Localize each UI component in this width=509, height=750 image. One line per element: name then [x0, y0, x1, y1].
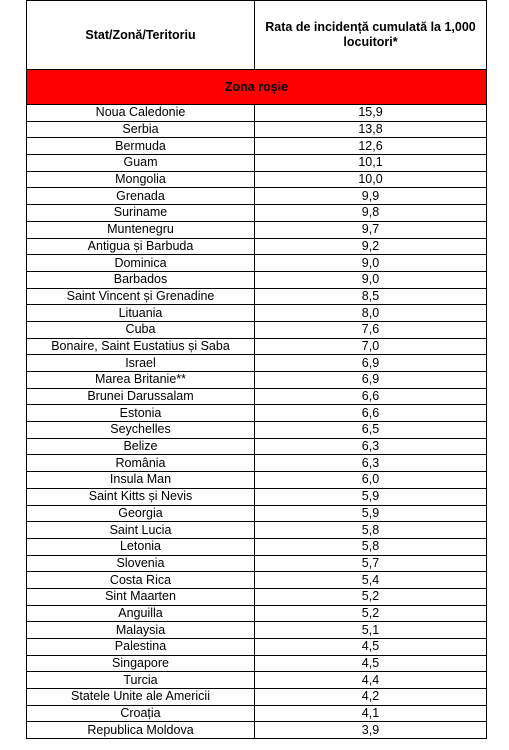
incidence-rate: 9,2	[255, 238, 487, 255]
country-name: Croația	[27, 705, 255, 722]
country-name: Barbados	[27, 271, 255, 288]
country-name: Seychelles	[27, 422, 255, 439]
incidence-rate: 6,3	[255, 455, 487, 472]
incidence-rate: 10,0	[255, 171, 487, 188]
country-name: Grenada	[27, 188, 255, 205]
country-name: Estonia	[27, 405, 255, 422]
country-name: Saint Kitts și Nevis	[27, 488, 255, 505]
table-row	[27, 171, 487, 188]
incidence-rate: 5,8	[255, 538, 487, 555]
table-row	[27, 572, 487, 589]
table-row	[27, 405, 487, 422]
country-name: Saint Lucia	[27, 522, 255, 539]
table-row	[27, 221, 487, 238]
table-row	[27, 505, 487, 522]
table-row	[27, 271, 487, 288]
table-row	[27, 655, 487, 672]
table-row	[27, 372, 487, 389]
incidence-rate: 4,1	[255, 705, 487, 722]
country-name: Georgia	[27, 505, 255, 522]
table-row	[27, 472, 487, 489]
incidence-rate: 15,9	[255, 105, 487, 122]
table-row	[27, 672, 487, 689]
country-name: Costa Rica	[27, 572, 255, 589]
incidence-rate: 5,2	[255, 605, 487, 622]
country-name: Sint Maarten	[27, 588, 255, 605]
incidence-rate: 6,3	[255, 438, 487, 455]
incidence-rate: 5,1	[255, 622, 487, 639]
header-incidence-rate: Rata de incidență cumulată la 1,000 locuitori*	[255, 1, 487, 70]
incidence-rate: 6,9	[255, 372, 487, 389]
table-row	[27, 455, 487, 472]
country-name: Saint Vincent și Grenadine	[27, 288, 255, 305]
incidence-rate: 6,9	[255, 355, 487, 372]
table-row	[27, 155, 487, 172]
country-name: Malaysia	[27, 622, 255, 639]
incidence-rate: 6,6	[255, 405, 487, 422]
table-row	[27, 255, 487, 272]
table-row	[27, 388, 487, 405]
country-name: Bermuda	[27, 138, 255, 155]
incidence-rate: 4,2	[255, 689, 487, 706]
country-name: Belize	[27, 438, 255, 455]
country-name: Dominica	[27, 255, 255, 272]
table-row	[27, 488, 487, 505]
country-name: Antigua și Barbuda	[27, 238, 255, 255]
country-name: Serbia	[27, 121, 255, 138]
country-name: Cuba	[27, 321, 255, 338]
table-row	[27, 422, 487, 439]
country-name: Marea Britanie**	[27, 372, 255, 389]
incidence-rate: 5,9	[255, 505, 487, 522]
country-name: Insula Man	[27, 472, 255, 489]
country-name: Israel	[27, 355, 255, 372]
table-row	[27, 605, 487, 622]
incidence-rate: 7,6	[255, 321, 487, 338]
table-row	[27, 305, 487, 322]
table-row	[27, 438, 487, 455]
incidence-rate: 10,1	[255, 155, 487, 172]
table-body	[27, 70, 487, 739]
table-row	[27, 138, 487, 155]
incidence-rate: 9,8	[255, 205, 487, 222]
table-row	[27, 722, 487, 739]
table-row	[27, 622, 487, 639]
country-name: Republica Moldova	[27, 722, 255, 739]
incidence-rate: 6,5	[255, 422, 487, 439]
incidence-rate: 6,6	[255, 388, 487, 405]
table-row	[27, 588, 487, 605]
country-name: Mongolia	[27, 171, 255, 188]
country-name: Statele Unite ale Americii	[27, 689, 255, 706]
country-name: Anguilla	[27, 605, 255, 622]
table-row	[27, 355, 487, 372]
table-row	[27, 538, 487, 555]
incidence-rate: 5,9	[255, 488, 487, 505]
incidence-rate: 4,4	[255, 672, 487, 689]
incidence-rate: 5,8	[255, 522, 487, 539]
incidence-rate: 5,2	[255, 588, 487, 605]
country-name: Palestina	[27, 639, 255, 656]
country-name: Brunei Darussalam	[27, 388, 255, 405]
incidence-table	[26, 0, 487, 739]
table-row	[27, 121, 487, 138]
country-name: Turcia	[27, 672, 255, 689]
country-name: Singapore	[27, 655, 255, 672]
incidence-rate: 8,0	[255, 305, 487, 322]
incidence-rate: 9,0	[255, 255, 487, 272]
table-row	[27, 321, 487, 338]
table-row	[27, 338, 487, 355]
table-row	[27, 705, 487, 722]
incidence-rate: 12,6	[255, 138, 487, 155]
zone-row	[27, 70, 487, 105]
incidence-rate: 9,9	[255, 188, 487, 205]
country-name: Guam	[27, 155, 255, 172]
incidence-rate: 3,9	[255, 722, 487, 739]
table-row	[27, 639, 487, 656]
country-name: Noua Caledonie	[27, 105, 255, 122]
country-name: Muntenegru	[27, 221, 255, 238]
incidence-rate: 7,0	[255, 338, 487, 355]
incidence-rate: 5,4	[255, 572, 487, 589]
incidence-rate: 8,5	[255, 288, 487, 305]
table-row	[27, 555, 487, 572]
table-row	[27, 105, 487, 122]
table-row	[27, 288, 487, 305]
country-name: România	[27, 455, 255, 472]
incidence-rate: 6,0	[255, 472, 487, 489]
table-header	[27, 1, 487, 70]
table-row	[27, 522, 487, 539]
zone-label: Zona roșie	[27, 70, 487, 105]
incidence-rate: 9,0	[255, 271, 487, 288]
incidence-rate: 5,7	[255, 555, 487, 572]
table-row	[27, 689, 487, 706]
header-country: Stat/Zonă/Teritoriu	[27, 1, 255, 70]
incidence-rate: 4,5	[255, 639, 487, 656]
incidence-rate: 4,5	[255, 655, 487, 672]
country-name: Suriname	[27, 205, 255, 222]
country-name: Lituania	[27, 305, 255, 322]
table-row	[27, 188, 487, 205]
country-name: Letonia	[27, 538, 255, 555]
incidence-rate: 9,7	[255, 221, 487, 238]
country-name: Bonaire, Saint Eustatius și Saba	[27, 338, 255, 355]
header-row	[27, 1, 487, 70]
table-row	[27, 238, 487, 255]
table-row	[27, 205, 487, 222]
incidence-rate: 13,8	[255, 121, 487, 138]
country-name: Slovenia	[27, 555, 255, 572]
